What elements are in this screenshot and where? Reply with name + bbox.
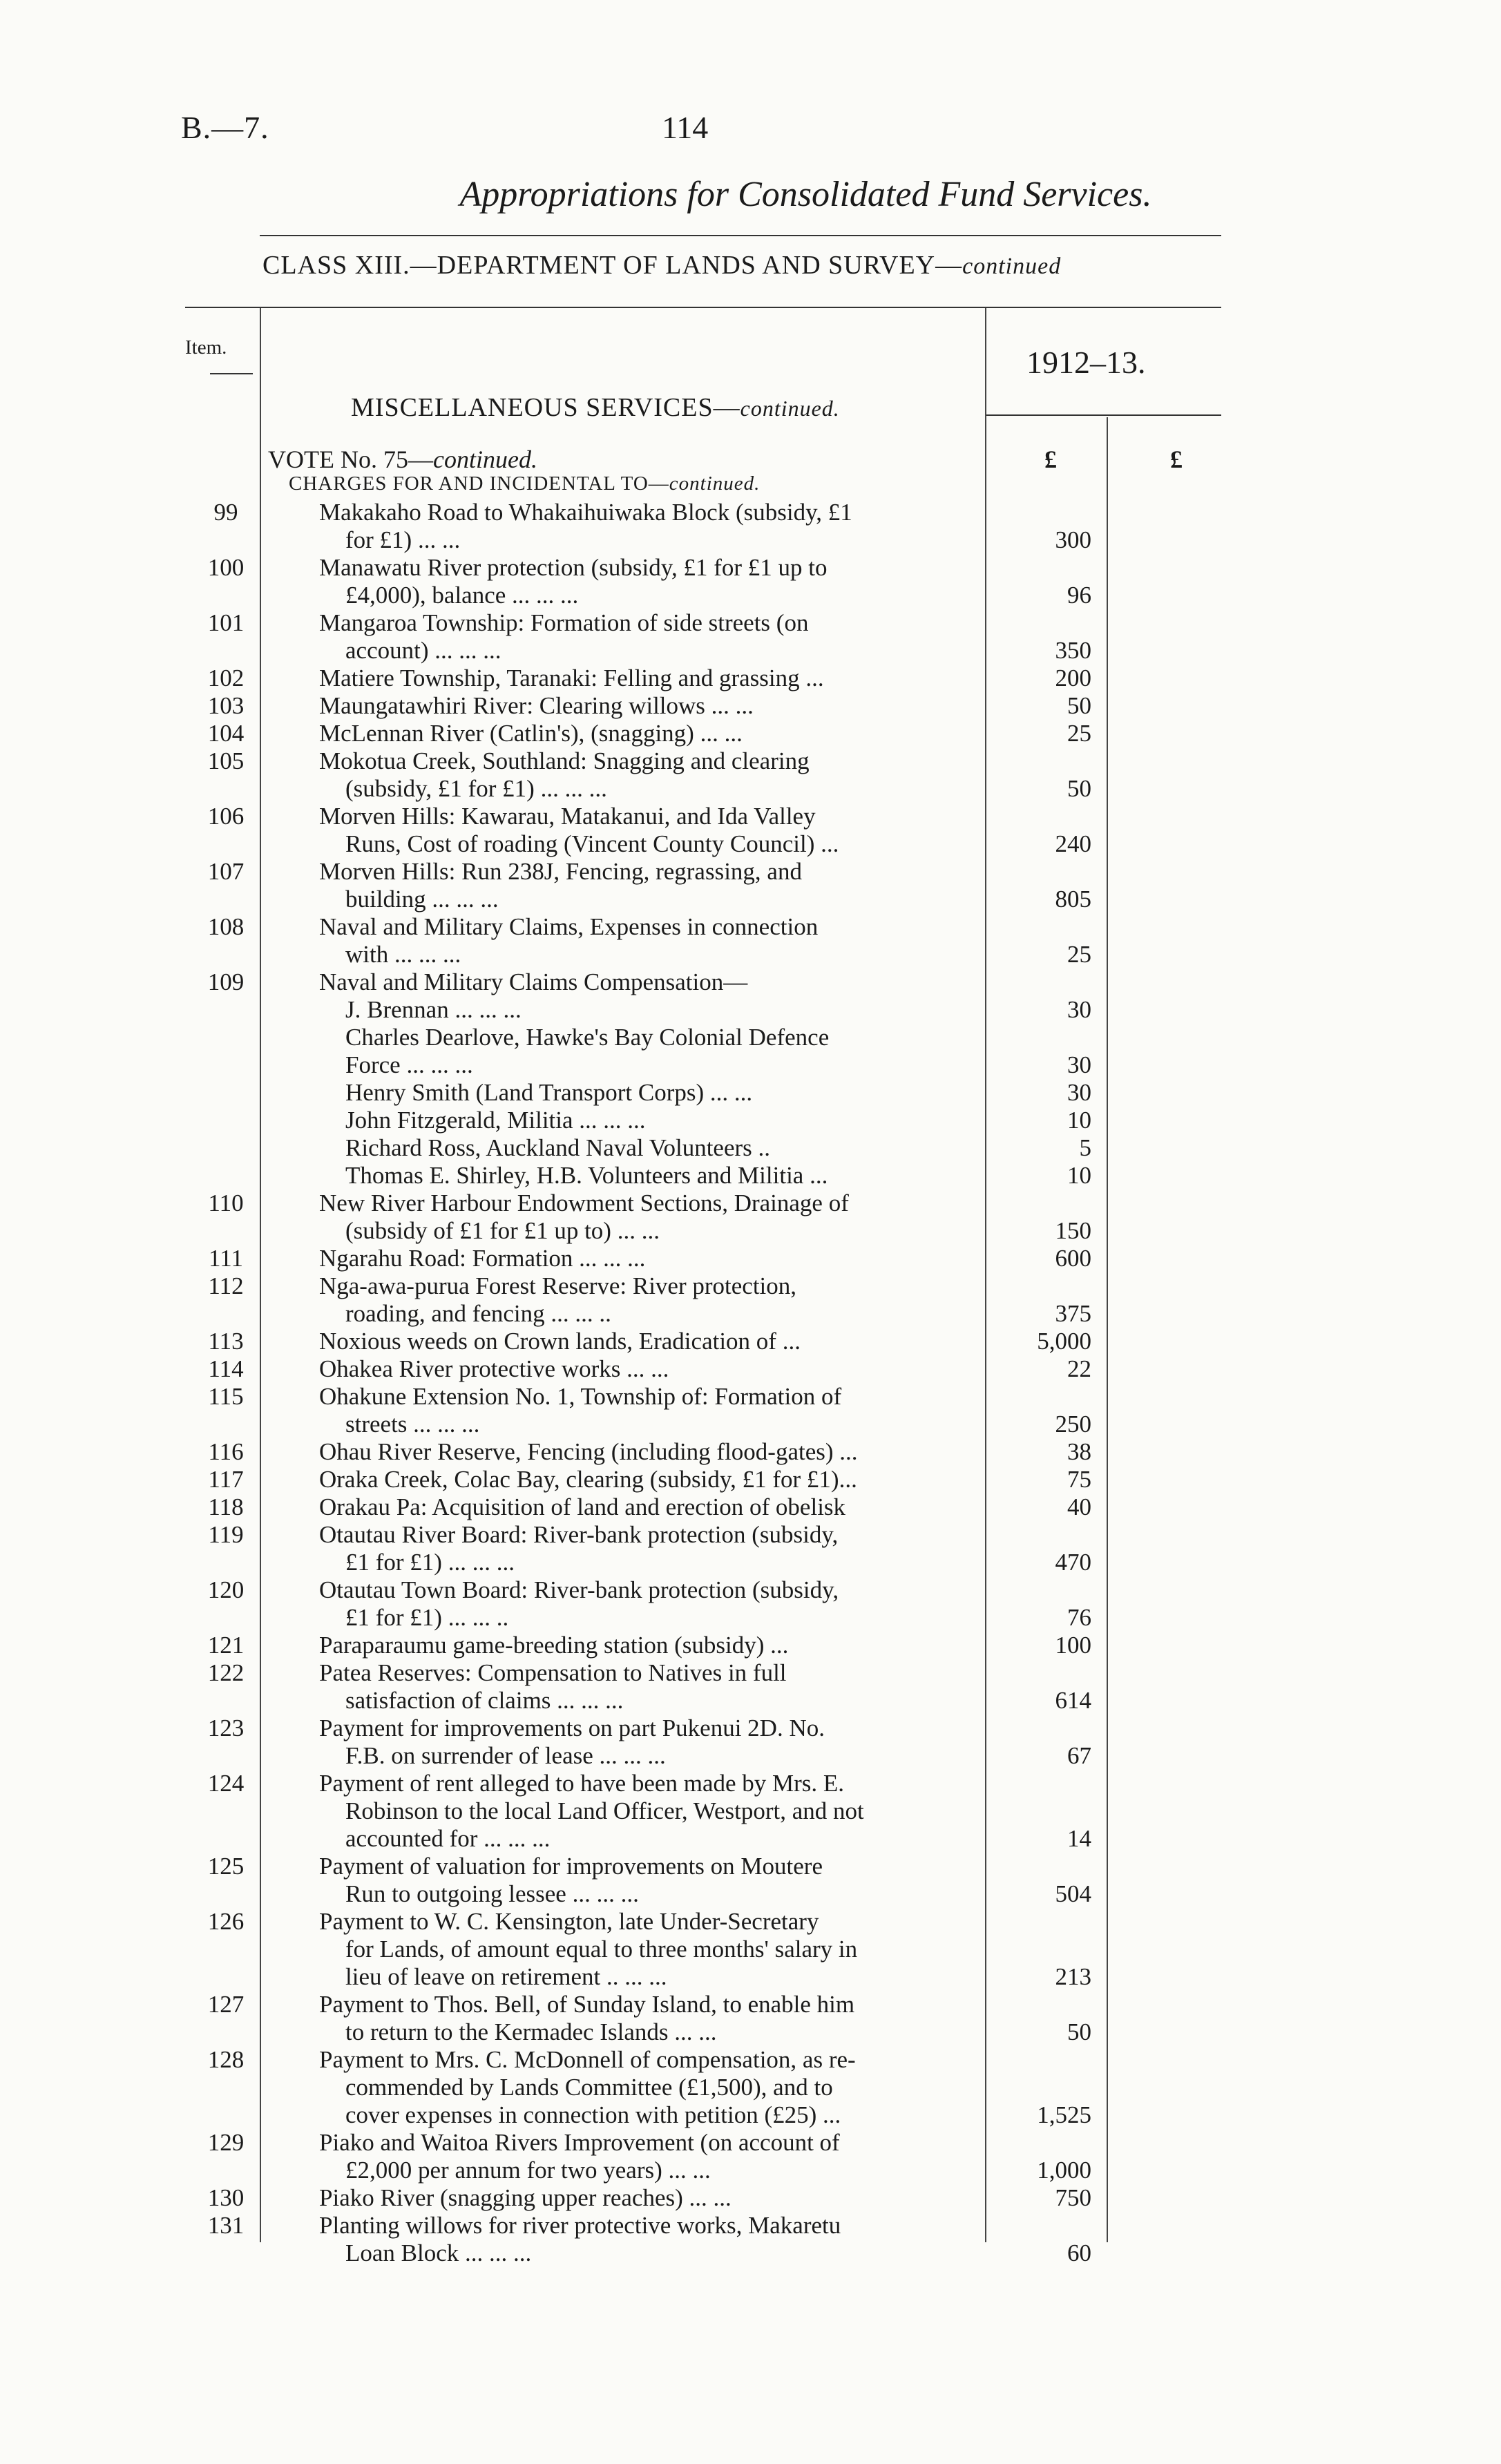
item-number: 116	[208, 1438, 244, 1465]
item-description-line: Makakaho Road to Whakaihuiwaka Block (subsidy, £1	[319, 499, 852, 526]
item-number: 118	[208, 1493, 244, 1520]
item-amount: 240	[1055, 830, 1091, 857]
item-description-line: Patea Reserves: Compensation to Natives in full	[319, 1659, 787, 1686]
item-description-line: £2,000 per annum for two years) ... ...	[345, 2157, 711, 2184]
item-description-line: Mangaroa Township: Formation of side streets (on	[319, 609, 809, 636]
pound-subcolumn-header: £	[1170, 446, 1183, 473]
item-number: 104	[207, 720, 245, 747]
item-number: 101	[207, 609, 245, 636]
section-title-text: MISCELLANEOUS SERVICES—	[351, 393, 740, 422]
item-description-line: roading, and fencing ... ... ..	[345, 1300, 611, 1327]
item-amount: 22	[1067, 1355, 1091, 1382]
item-number: 100	[207, 554, 245, 581]
item-amount: 50	[1067, 775, 1091, 802]
item-description-line: Henry Smith (Land Transport Corps) ... ...	[345, 1079, 753, 1106]
item-amount: 30	[1067, 1051, 1091, 1078]
item-amount: 14	[1067, 1825, 1091, 1852]
item-number: 111	[209, 1245, 243, 1272]
item-number: 102	[207, 665, 245, 691]
item-amount: 25	[1067, 720, 1091, 747]
class-title-continued: continued	[962, 254, 1062, 279]
item-amount: 250	[1055, 1411, 1091, 1438]
item-number: 127	[207, 1991, 245, 2018]
vote-heading	[268, 445, 537, 474]
item-amount: 76	[1067, 1604, 1091, 1631]
table-top-rule	[185, 307, 1221, 308]
item-description-line: £1 for £1) ... ... ...	[345, 1549, 515, 1576]
item-description-line: commended by Lands Committee (£1,500), and to	[345, 2074, 833, 2101]
charges-heading-continued: continued.	[669, 472, 761, 495]
item-description-line: Charles Dearlove, Hawke's Bay Colonial Defence	[345, 1024, 830, 1051]
item-description-line: Piako and Waitoa Rivers Improvement (on account of	[319, 2129, 840, 2156]
year-header-rule	[986, 414, 1221, 416]
item-description-line: Payment of valuation for improvements on Moutere	[319, 1853, 823, 1880]
item-description-line: £1 for £1) ... ... ..	[345, 1604, 509, 1631]
item-number: 103	[207, 692, 245, 719]
item-description-line: John Fitzgerald, Militia ... ... ...	[345, 1107, 646, 1134]
item-description-line: New River Harbour Endowment Sections, Drainage of	[319, 1190, 849, 1216]
item-amount: 375	[1055, 1300, 1091, 1327]
item-description-line: £4,000), balance ... ... ...	[345, 582, 579, 609]
item-description-line: Otautau River Board: River-bank protection (subsidy,	[319, 1521, 839, 1548]
item-amount: 200	[1055, 665, 1091, 691]
item-column-header: Item.	[185, 336, 227, 359]
item-description-line: Payment for improvements on part Pukenui 2D. No.	[319, 1715, 825, 1741]
item-amount: 96	[1067, 582, 1091, 609]
item-number: 130	[207, 2184, 245, 2211]
item-description-line: lieu of leave on retirement .. ... ...	[345, 1963, 667, 1990]
item-amount: 614	[1055, 1687, 1091, 1714]
item-number: 131	[207, 2212, 245, 2239]
item-amount: 1,000	[1037, 2157, 1091, 2184]
item-number: 110	[208, 1190, 244, 1216]
item-description-line: for £1) ... ...	[345, 526, 461, 553]
item-number: 112	[208, 1272, 244, 1299]
item-number: 124	[207, 1770, 245, 1797]
item-description-line: Ohakea River protective works ... ...	[319, 1355, 669, 1382]
class-title-text: CLASS XIII.—DEPARTMENT OF LANDS AND SURVEY—	[262, 251, 963, 280]
item-number: 123	[207, 1715, 245, 1741]
item-description-line: Run to outgoing lessee ... ... ...	[345, 1880, 639, 1907]
item-description-line: Naval and Military Claims Compensation—	[319, 968, 748, 995]
amount-subcolumn-divider	[1107, 417, 1108, 2242]
item-description-line: account) ... ... ...	[345, 637, 501, 664]
item-description-line: Robinson to the local Land Officer, Westport, and not	[345, 1797, 864, 1824]
item-amount: 40	[1067, 1493, 1091, 1520]
item-description-line: Thomas E. Shirley, H.B. Volunteers and Militia ...	[345, 1162, 828, 1189]
item-description-line: with ... ... ...	[345, 941, 461, 968]
item-description-line: Payment to Mrs. C. McDonnell of compensation, as re-	[319, 2046, 856, 2073]
item-number: 126	[207, 1908, 245, 1935]
item-number: 109	[207, 968, 245, 995]
item-description-line: Force ... ... ...	[345, 1051, 473, 1078]
document-reference: B.—7.	[181, 110, 269, 145]
item-number: 119	[208, 1521, 244, 1548]
item-description-line: (subsidy, £1 for £1) ... ... ...	[345, 775, 607, 802]
item-description-line: for Lands, of amount equal to three months' salary in	[345, 1936, 858, 1962]
item-description-line: building ... ... ...	[345, 886, 499, 913]
item-amount: 60	[1067, 2239, 1091, 2266]
item-description-line: (subsidy of £1 for £1 up to) ... ...	[345, 1217, 660, 1244]
item-number: 128	[207, 2046, 245, 2073]
item-amount: 30	[1067, 1079, 1091, 1106]
item-amount: 100	[1055, 1632, 1091, 1659]
item-amount: 10	[1067, 1162, 1091, 1189]
item-amount: 30	[1067, 996, 1091, 1023]
item-number: 117	[208, 1466, 244, 1493]
item-column-divider	[260, 308, 261, 2242]
item-description-line: Maungatawhiri River: Clearing willows ... ...	[319, 692, 754, 719]
item-description-line: Ngarahu Road: Formation ... ... ...	[319, 1245, 646, 1272]
vote-heading-continued: continued.	[432, 446, 537, 473]
year-column-header: 1912–13.	[1026, 345, 1146, 380]
item-description-line: Runs, Cost of roading (Vincent County Council) ...	[345, 830, 839, 857]
item-number: 99	[213, 499, 238, 526]
item-amount: 25	[1067, 941, 1091, 968]
item-header-underline	[210, 373, 253, 374]
item-amount: 504	[1055, 1880, 1091, 1907]
item-description-line: Payment of rent alleged to have been made by Mrs. E.	[319, 1770, 845, 1797]
item-description-line: Nga-awa-purua Forest Reserve: River protection,	[319, 1272, 797, 1299]
item-description-line: Mokotua Creek, Southland: Snagging and clearing	[319, 747, 810, 774]
pound-column-header: £	[1044, 446, 1057, 473]
item-description-line: Piako River (snagging upper reaches) ... ...	[319, 2184, 732, 2211]
item-description-line: F.B. on surrender of lease ... ... ...	[345, 1742, 666, 1769]
item-amount: 300	[1055, 526, 1091, 553]
item-amount: 750	[1055, 2184, 1091, 2211]
item-description-line: to return to the Kermadec Islands ... ...	[345, 2018, 717, 2045]
item-number: 106	[207, 803, 245, 830]
item-amount: 5	[1079, 1134, 1091, 1161]
class-title	[262, 250, 1061, 280]
item-amount: 5,000	[1037, 1328, 1091, 1355]
page-title: Appropriations for Consolidated Fund Services.	[459, 175, 1152, 214]
item-number: 122	[207, 1659, 245, 1686]
item-description-line: McLennan River (Catlin's), (snagging) ... ...	[319, 720, 743, 747]
item-description-line: Noxious weeds on Crown lands, Eradication of ...	[319, 1328, 801, 1355]
item-amount: 50	[1067, 692, 1091, 719]
item-description-line: Loan Block ... ... ...	[345, 2239, 532, 2266]
item-description-line: accounted for ... ... ...	[345, 1825, 551, 1852]
item-description-line: Payment to Thos. Bell, of Sunday Island, to enable him	[319, 1991, 855, 2018]
item-description-line: Oraka Creek, Colac Bay, clearing (subsidy, £1 for £1)...	[319, 1466, 857, 1493]
item-description-line: Ohakune Extension No. 1, Township of: Formation of	[319, 1383, 842, 1410]
item-description-line: J. Brennan ... ... ...	[345, 996, 522, 1023]
item-description-line: Manawatu River protection (subsidy, £1 for £1 up to	[319, 554, 828, 581]
section-title	[351, 392, 840, 423]
item-amount: 805	[1055, 886, 1091, 913]
page-number: 114	[662, 110, 709, 145]
item-number: 125	[207, 1853, 245, 1880]
item-amount: 10	[1067, 1107, 1091, 1134]
item-number: 107	[207, 858, 245, 885]
item-description-line: Planting willows for river protective works, Makaretu	[319, 2212, 841, 2239]
item-number: 129	[207, 2129, 245, 2156]
item-description-line: Ohau River Reserve, Fencing (including flood-gates) ...	[319, 1438, 858, 1465]
item-description-line: Payment to W. C. Kensington, late Under-Secretary	[319, 1908, 819, 1935]
section-title-continued: continued.	[740, 396, 840, 421]
item-number: 120	[207, 1576, 245, 1603]
top-rule	[260, 235, 1221, 236]
item-description-line: Morven Hills: Run 238J, Fencing, regrassing, and	[319, 858, 802, 885]
item-amount: 600	[1055, 1245, 1091, 1272]
item-description-line: Otautau Town Board: River-bank protection (subsidy,	[319, 1576, 839, 1603]
item-amount: 67	[1067, 1742, 1091, 1769]
vote-heading-text: VOTE No. 75—	[268, 446, 433, 473]
item-description-line: satisfaction of claims ... ... ...	[345, 1687, 624, 1714]
item-description-line: Richard Ross, Auckland Naval Volunteers ..	[345, 1134, 771, 1161]
item-number: 114	[208, 1355, 244, 1382]
item-amount: 1,525	[1037, 2101, 1091, 2128]
charges-heading-text: CHARGES FOR AND INCIDENTAL TO—	[289, 472, 669, 495]
item-amount: 150	[1055, 1217, 1091, 1244]
item-amount: 213	[1055, 1963, 1091, 1990]
item-number: 121	[207, 1632, 245, 1659]
item-number: 113	[208, 1328, 244, 1355]
item-description-line: Orakau Pa: Acquisition of land and erection of obelisk	[319, 1493, 846, 1520]
item-description-line: streets ... ... ...	[345, 1411, 480, 1438]
item-description-line: cover expenses in connection with petition (£25) ...	[345, 2101, 841, 2128]
item-amount: 38	[1067, 1438, 1091, 1465]
item-amount: 470	[1055, 1549, 1091, 1576]
item-description-line: Paraparaumu game-breeding station (subsidy) ...	[319, 1632, 789, 1659]
item-description-line: Matiere Township, Taranaki: Felling and grassing ...	[319, 665, 824, 691]
item-amount: 350	[1055, 637, 1091, 664]
item-number: 115	[208, 1383, 244, 1410]
item-description-line: Morven Hills: Kawarau, Matakanui, and Ida Valley	[319, 803, 816, 830]
item-number: 105	[207, 747, 245, 774]
charges-heading	[289, 472, 760, 495]
item-amount: 75	[1067, 1466, 1091, 1493]
item-description-line: Naval and Military Claims, Expenses in connection	[319, 913, 819, 940]
item-amount: 50	[1067, 2018, 1091, 2045]
item-number: 108	[207, 913, 245, 940]
